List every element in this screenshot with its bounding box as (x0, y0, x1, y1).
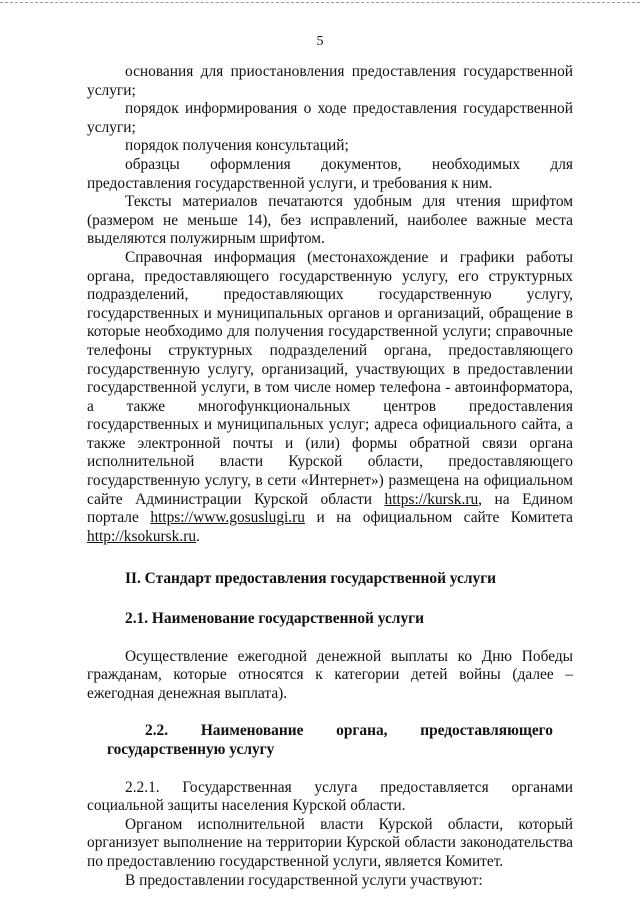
section-2-2-heading: 2.2. Наименование органа, предоставляющего государственную услугу (107, 722, 553, 758)
reference-info-text: Справочная информация (местонахождение и графики работы органа, предоставляющего государственную услугу, его структурных подразделений, предоставляющих государственную услугу, государственных и муниципальных органов и организаций, обращение в которые необходимо для получения государственной услуги; справочные телефоны структурных подразделений органа, предоставляющего государственную услугу, организаций, участвующих в предоставлении государственной услуги, в том числе номер телефона - автоинформатора, а также многофункциональных центров предоставления государственных и муниципальных услуг; адреса официального сайта, а также электронной почты и (или) формы обратной связи органа исполнительной власти Курской области, предоставляющего государственную услугу, в сети «Интернет») размещена на официальном сайте Администрации Курской области (87, 248, 573, 508)
top-border-line (0, 2, 640, 3)
reference-info-and-text: и на официальном сайте Комитета (316, 509, 573, 527)
intro-item-2: порядок информирования о ходе предоставления государственной услуги; (87, 100, 573, 136)
reference-info-paragraph (87, 249, 573, 547)
committee-link[interactable]: http://ksokursk.ru (87, 527, 197, 545)
section-2-2-paragraph-3: В предоставлении государственной услуги участвуют: (125, 871, 483, 889)
print-requirements-paragraph: Тексты материалов печатаются удобным для чтения шрифтом (размером не меньше 14), без исправлений, наиболее важные места выделяются полужирным шрифтом. (87, 193, 573, 248)
page-number: 5 (316, 34, 324, 49)
intro-item-3: порядок получения консультаций; (125, 137, 349, 155)
document-body (87, 63, 573, 890)
section-2-1-text: Осуществление ежегодной денежной выплаты ко Дню Победы гражданам, которые относятся к категории детей войны (далее – ежегодная денежная выплата). (87, 647, 573, 702)
section-ii-heading: II. Стандарт предоставления государственной услуги (125, 570, 497, 588)
reference-info-mid-text: , на Едином портале (87, 490, 573, 527)
section-2-1-heading: 2.1. Наименование государственной услуги (125, 610, 424, 628)
gosuslugi-link[interactable]: https://www.gosuslugi.ru (150, 509, 305, 527)
reference-info-end: . (196, 527, 200, 545)
kursk-link[interactable]: https://kursk.ru (384, 490, 479, 508)
section-2-2-paragraph-2: Органом исполнительной власти Курской области, который организует выполнение на территории Курской области законодательства по предоставлению государственной услуги, является Комитет. (87, 815, 573, 870)
section-2-2-paragraph-1: 2.2.1. Государственная услуга предоставляется органами социальной защиты населения Курской области. (87, 778, 573, 815)
intro-item-1: основания для приостановления предоставления государственной услуги; (87, 63, 573, 99)
intro-item-4: образцы оформления документов, необходимых для предоставления государственной услуги, и требования к ним. (87, 155, 573, 192)
